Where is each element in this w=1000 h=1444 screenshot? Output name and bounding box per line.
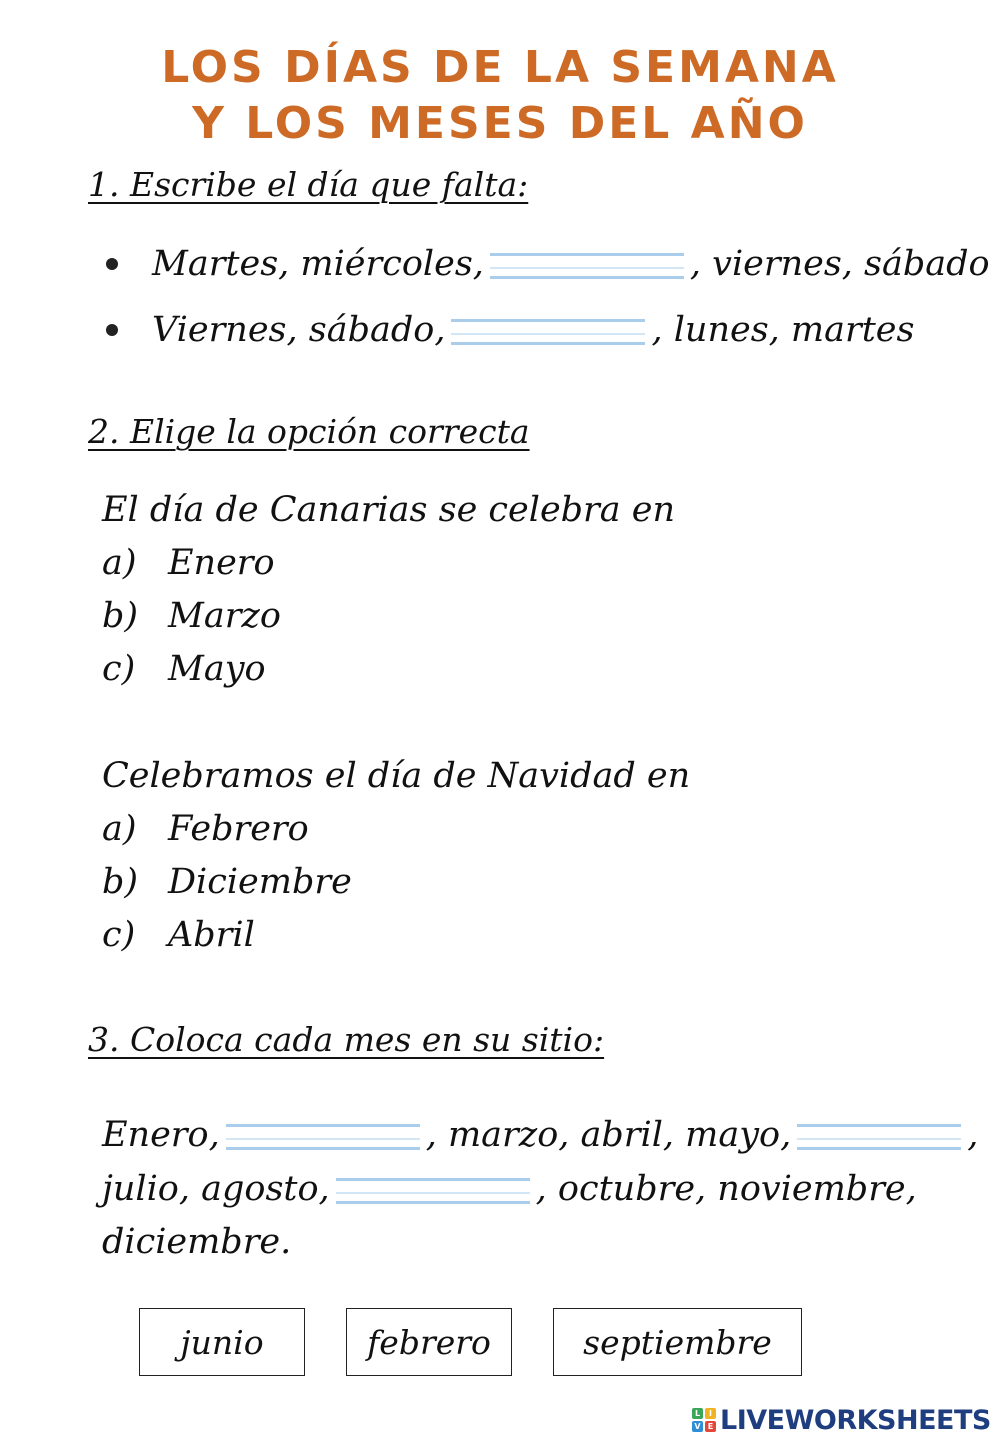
question-2-prompt: Celebramos el día de Navidad en bbox=[102, 756, 691, 796]
option-letter: a) bbox=[102, 809, 137, 849]
option-text: Marzo bbox=[168, 596, 281, 636]
option-letter: c) bbox=[102, 649, 136, 689]
option-text: Enero bbox=[168, 543, 275, 583]
exercise-1-item-2 bbox=[152, 308, 914, 352]
title-line-1: LOS DÍAS DE LA SEMANA bbox=[161, 42, 839, 93]
months-text: , octubre, noviembre, bbox=[535, 1169, 917, 1209]
answer-blank-2[interactable] bbox=[451, 319, 645, 345]
drop-blank-2[interactable] bbox=[797, 1124, 961, 1150]
question-2-option-b[interactable] bbox=[102, 860, 352, 904]
section-2-heading: 2. Elige la opción correcta bbox=[88, 412, 530, 451]
question-1-option-c[interactable] bbox=[102, 647, 266, 691]
exercise-1-item-1 bbox=[152, 242, 990, 286]
drop-blank-1[interactable] bbox=[226, 1124, 420, 1150]
option-letter: a) bbox=[102, 543, 137, 583]
months-line-1 bbox=[102, 1113, 978, 1157]
draggable-word-junio[interactable] bbox=[139, 1308, 305, 1376]
section-3-heading: 3. Coloca cada mes en su sitio: bbox=[88, 1020, 605, 1059]
question-2-option-c[interactable] bbox=[102, 913, 255, 957]
option-text: Febrero bbox=[168, 809, 309, 849]
months-text: , bbox=[967, 1115, 979, 1155]
option-letter: b) bbox=[102, 596, 139, 636]
item-1-text-before: Martes, miércoles, bbox=[152, 244, 484, 284]
item-2-text-after: , lunes, martes bbox=[651, 310, 915, 350]
months-line-2 bbox=[102, 1167, 917, 1211]
draggable-word-septiembre[interactable] bbox=[553, 1308, 802, 1376]
option-text: Diciembre bbox=[168, 862, 352, 902]
word-label: junio bbox=[180, 1322, 264, 1362]
word-label: febrero bbox=[367, 1322, 491, 1362]
liveworksheets-logo bbox=[692, 1400, 992, 1440]
item-1-text-after: , viernes, sábado bbox=[689, 244, 990, 284]
months-line-3: diciembre. bbox=[102, 1222, 292, 1262]
option-text: Abril bbox=[168, 915, 255, 955]
logo-grid-icon: L I V E bbox=[692, 1408, 716, 1432]
worksheet-title bbox=[0, 40, 1000, 152]
option-letter: b) bbox=[102, 862, 139, 902]
section-1-heading: 1. Escribe el día que falta: bbox=[88, 165, 529, 204]
question-1-option-a[interactable] bbox=[102, 541, 275, 585]
draggable-word-febrero[interactable] bbox=[346, 1308, 512, 1376]
bullet-icon bbox=[106, 258, 118, 270]
logo-text: LIVEWORKSHEETS bbox=[720, 1404, 991, 1436]
months-text: Enero, bbox=[102, 1115, 220, 1155]
months-text: julio, agosto, bbox=[102, 1169, 330, 1209]
item-2-text-before: Viernes, sábado, bbox=[152, 310, 446, 350]
option-text: Mayo bbox=[168, 649, 266, 689]
option-letter: c) bbox=[102, 915, 136, 955]
title-line-2: Y LOS MESES DEL AÑO bbox=[192, 98, 808, 149]
question-1-prompt: El día de Canarias se celebra en bbox=[102, 490, 676, 530]
word-label: septiembre bbox=[583, 1322, 772, 1362]
answer-blank-1[interactable] bbox=[490, 253, 684, 279]
drop-blank-3[interactable] bbox=[336, 1178, 530, 1204]
question-1-option-b[interactable] bbox=[102, 594, 281, 638]
months-text: , marzo, abril, mayo, bbox=[425, 1115, 792, 1155]
question-2-option-a[interactable] bbox=[102, 807, 309, 851]
bullet-icon bbox=[106, 324, 118, 336]
